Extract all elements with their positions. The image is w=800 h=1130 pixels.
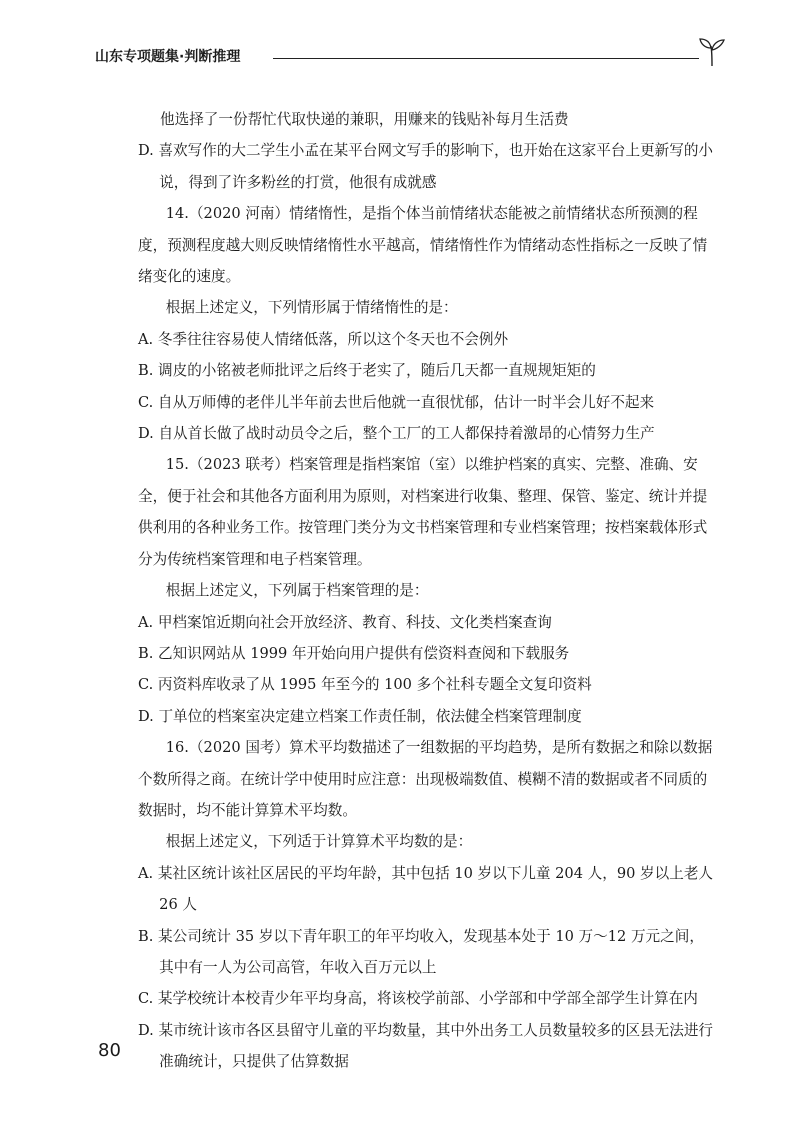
q14-option-d: D. 自从首长做了战时动员令之后，整个工厂的工人都保持着激昂的心情努力生产: [138, 425, 655, 443]
page-body: [138, 104, 718, 1078]
option-d: D. 喜欢写作的大二学生小孟在某平台网文写手的影响下，也开始在这家平台上更新写的小说，得到了许多粉丝的打赏，他很有成就感: [138, 142, 714, 191]
q14-prompt: 根据上述定义，下列情形属于情绪惰性的是：: [165, 299, 458, 317]
option-c-continuation: 他选择了一份帮忙代取快递的兼职，用赚来的钱贴补每月生活费: [160, 111, 569, 128]
header-rule: [273, 58, 699, 59]
q16-option-c: C. 某学校统计本校青少年平均身高，将该校学前部、小学部和中学部全部学生计算在内: [138, 990, 698, 1008]
q14-option-b: B. 调皮的小铭被老师批评之后终于老实了，随后几天都一直规规矩矩的: [138, 362, 596, 380]
sprout-icon: [697, 36, 727, 68]
header-title: 山东专项题集·判断推理: [95, 49, 241, 65]
q14-stem: 14.（2020 河南）情绪惰性，是指个体当前情绪状态能被之前情绪状态所预测的程度，预测程度越大则反映情绪惰性水平越高，情绪惰性作为情绪动态性指标之一反映了情绪变化的速度。: [138, 205, 708, 286]
q15-stem: 15.（2023 联考）档案管理是指档案馆（室）以维护档案的真实、完整、准确、安全，便于社会和其他各方面利用为原则，对档案进行收集、整理、保管、鉴定、统计并提供利用的各种业务工作。按管理门类分为文书档案管理和专业档案管理；按档案载体形式分为传统档案管理和电子档案管理。: [138, 456, 708, 568]
q16-option-b: B. 某公司统计 35 岁以下青年职工的年平均收入，发现基本处于 10 万～12 万元之间，其中有一人为公司高管，年收入百万元以上: [138, 927, 704, 976]
q16-option-d: D. 某市统计该市各区县留守儿童的平均数量，其中外出务工人员数量较多的区县无法进行准确统计，只提供了估算数据: [138, 1021, 714, 1071]
q15-option-d: D. 丁单位的档案室决定建立档案工作责任制，依法健全档案管理制度: [138, 707, 582, 725]
page-number: 80: [98, 1040, 121, 1061]
q15-option-a: A. 甲档案馆近期向社会开放经济、教育、科技、文化类档案查询: [138, 613, 552, 631]
q15-prompt: 根据上述定义，下列属于档案管理的是：: [165, 582, 429, 600]
q16-option-a: A. 某社区统计该社区居民的平均年龄，其中包括 10 岁以下儿童 204 人，90 岁以上老人 26 人: [138, 864, 714, 914]
q16-prompt: 根据上述定义，下列适于计算算术平均数的是：: [165, 833, 473, 851]
q14-option-a: A. 冬季往往容易使人情绪低落，所以这个冬天也不会例外: [138, 330, 509, 348]
q14-option-c: C. 自从万师傅的老伴儿半年前去世后他就一直很忧郁，估计一时半会儿好不起来: [138, 393, 655, 411]
q15-option-b: B. 乙知识网站从 1999 年开始向用户提供有偿资料查阅和下载服务: [138, 644, 570, 662]
q15-option-c: C. 丙资料库收录了从 1995 年至今的 100 多个社科专题全文复印资料: [138, 676, 592, 694]
q16-stem: 16.（2020 国考）算术平均数描述了一组数据的平均趋势，是所有数据之和除以数据个数所得之商。在统计学中使用时应注意：出现极端数值、模糊不清的数据或者不同质的数据时，均不能计算算术平均数。: [138, 739, 713, 819]
running-header: [95, 40, 735, 70]
